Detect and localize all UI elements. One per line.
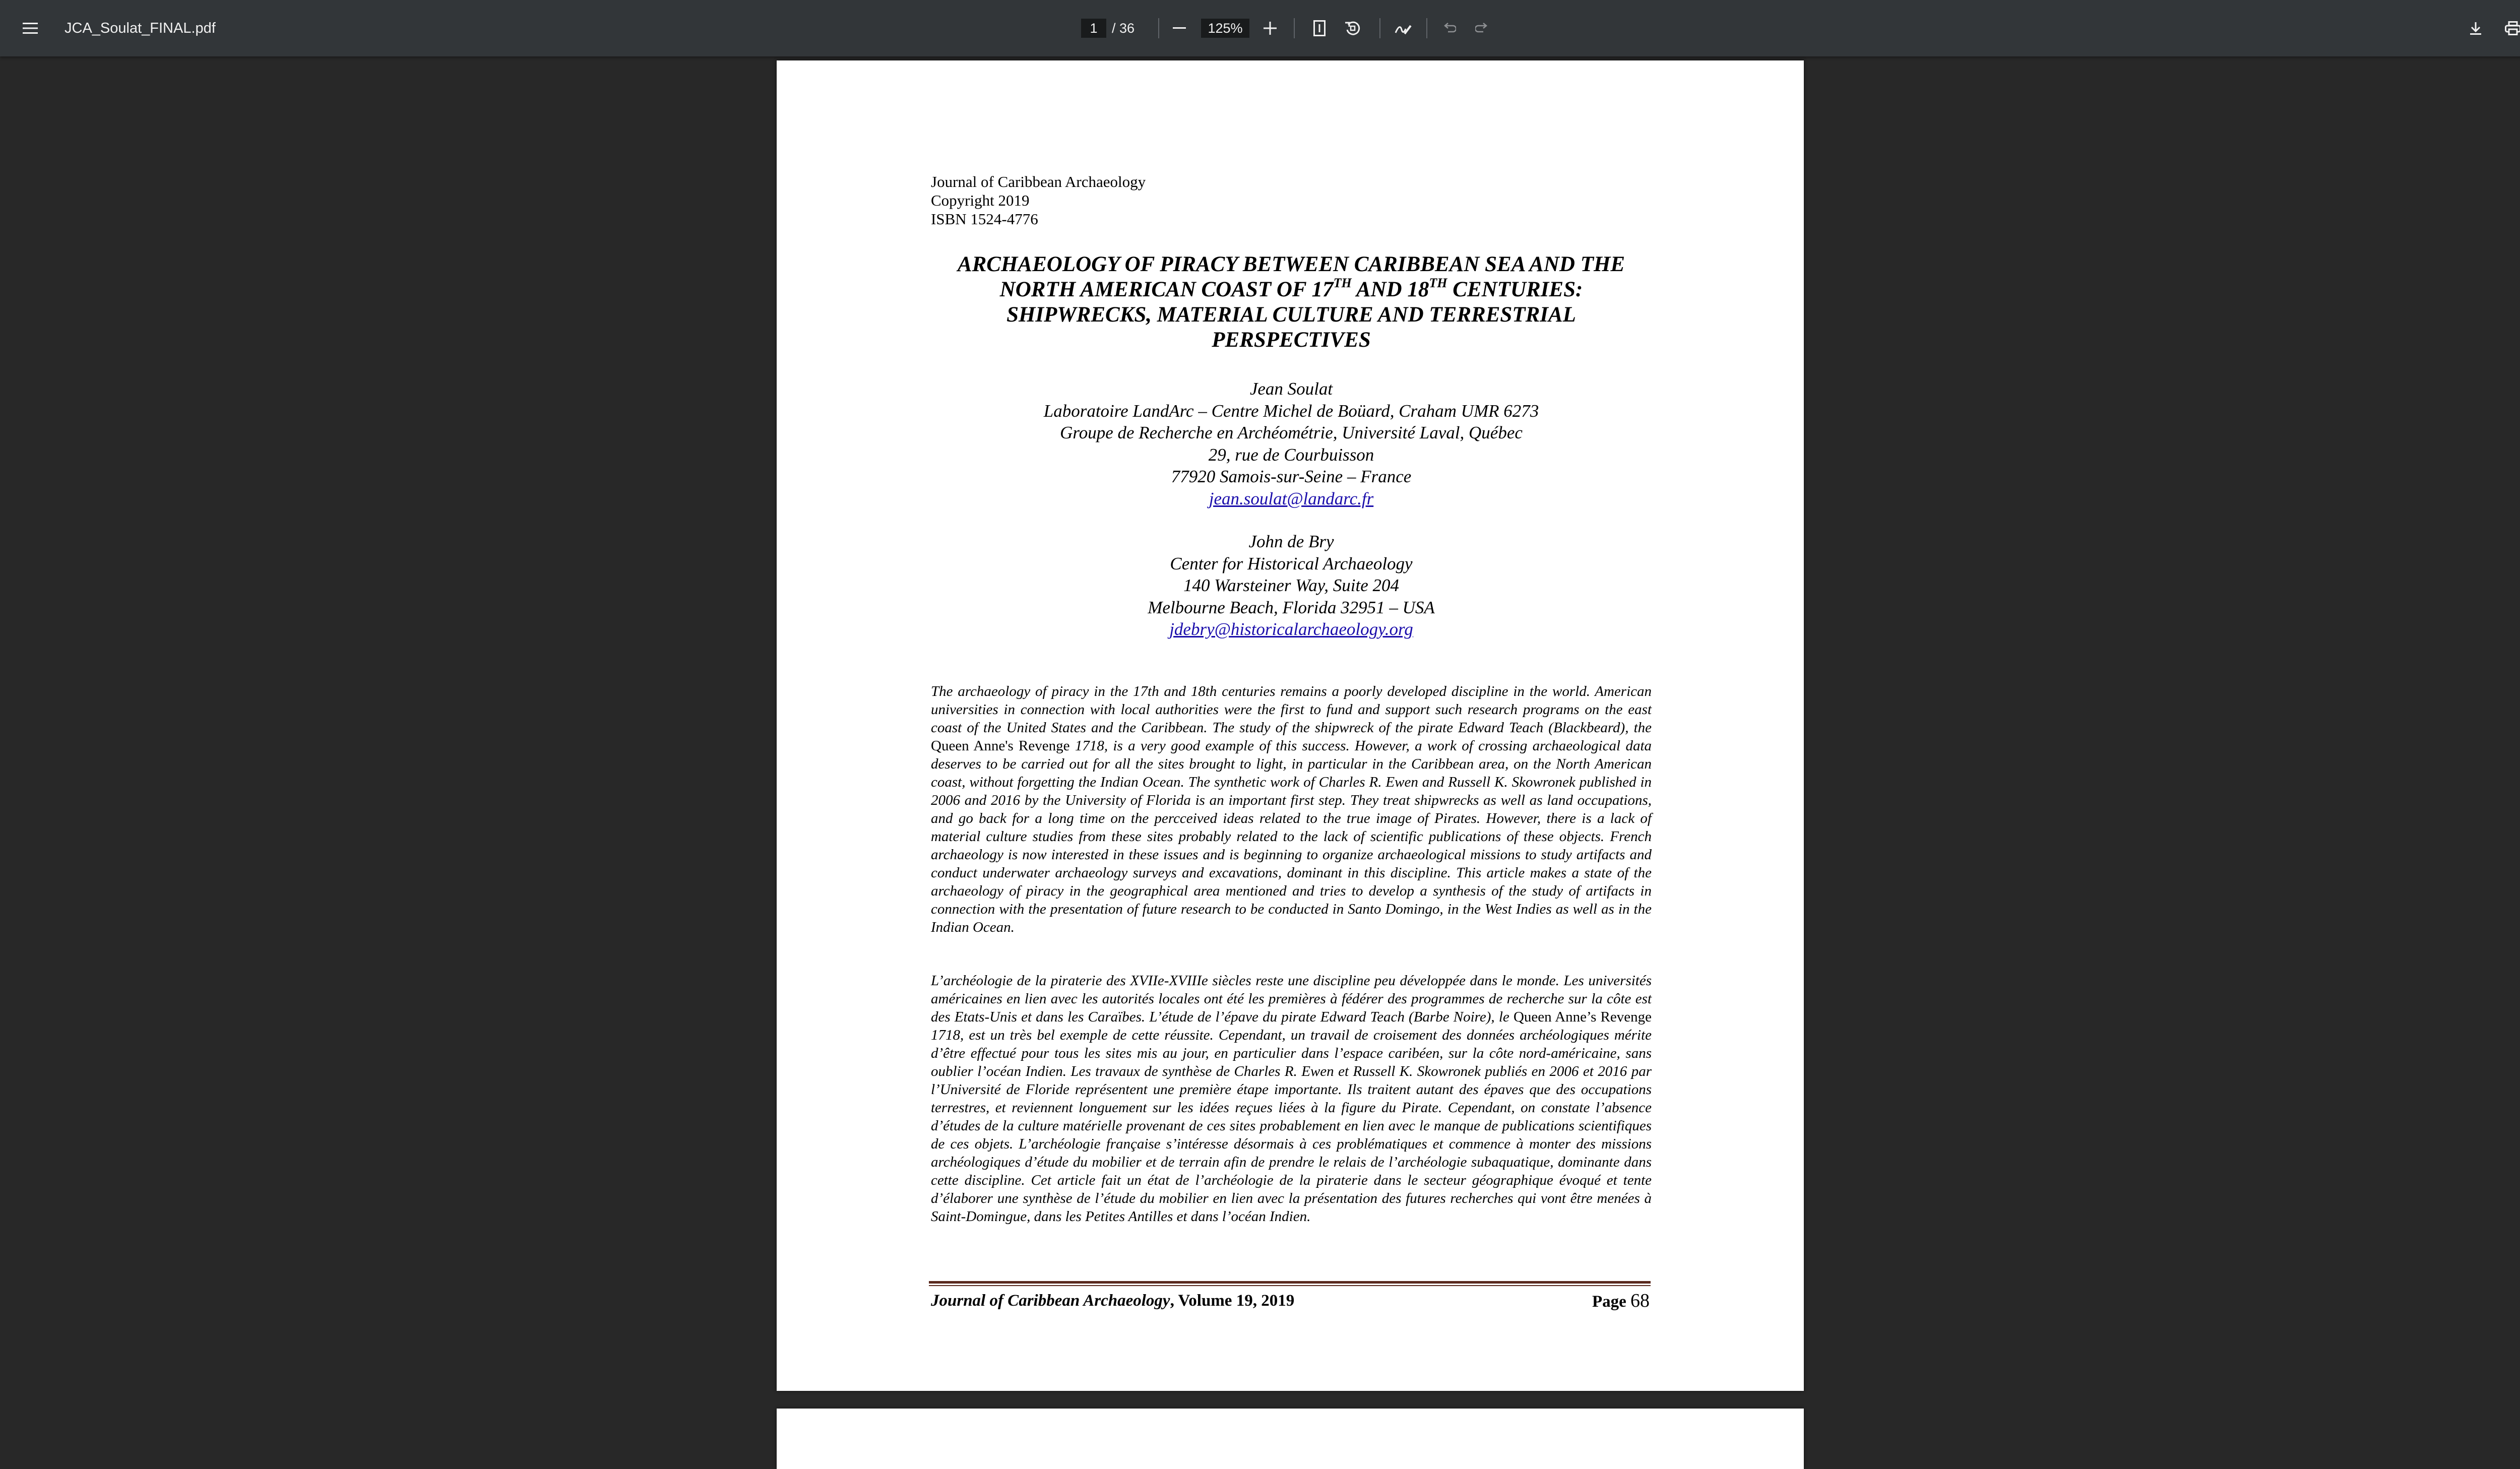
- title-line: [931, 277, 1652, 302]
- author-street: 29, rue de Courbuisson: [931, 444, 1652, 466]
- abstract-text: The archaeology of piracy in the 17th and 18th centuries remains a poorly developed discipline in the world. American universities in connection with local authorities were the first to fund and support such research programs on the east coast of the United States and the Caribbean. The study of the shipwreck of the pirate Edward Teach (Blackbeard), the: [931, 683, 1652, 736]
- copyright-line: Copyright 2019: [931, 191, 1146, 210]
- journal-header: [931, 172, 1146, 228]
- zoom-in-icon[interactable]: [1260, 18, 1280, 38]
- fit-page-icon[interactable]: [1309, 17, 1330, 39]
- page-total: / 36: [1112, 0, 1135, 56]
- ship-name: Queen Anne's Revenge: [931, 738, 1070, 754]
- footer-rule: [929, 1285, 1651, 1286]
- download-icon[interactable]: [2466, 18, 2486, 38]
- toolbar-separator: [1158, 18, 1159, 38]
- page-number-input[interactable]: [1081, 19, 1106, 38]
- zoom-level-input[interactable]: [1201, 19, 1249, 38]
- abstract-text: L’archéologie de la piraterie des XVIIe-XVIIIe siècles reste une discipline peu développée dans le monde. Les universités américaines en lien avec les autorités locales ont été les premières à fédérer des programmes de recherche sur la côte est des Etats-Unis et dans les Caraïbes. L’étude de l’épave du pirate Edward Teach (Barbe Noire), le: [931, 973, 1652, 1025]
- author-city: 77920 Samois-sur-Seine – France: [931, 466, 1652, 488]
- zoom-out-icon[interactable]: [1169, 18, 1189, 38]
- print-icon[interactable]: [2502, 18, 2520, 38]
- title-line: ARCHAEOLOGY OF PIRACY BETWEEN CARIBBEAN SEA AND THE: [931, 252, 1652, 277]
- ship-name: Queen Anne’s Revenge: [1514, 1009, 1652, 1025]
- pdf-toolbar: [0, 0, 2520, 56]
- abstract-french: [931, 972, 1652, 1226]
- article-title: [931, 252, 1652, 353]
- title-line: PERSPECTIVES: [931, 328, 1652, 353]
- toolbar-separator: [1294, 18, 1295, 38]
- pdf-page-2: [777, 1409, 1804, 1469]
- footer-rule: [929, 1281, 1651, 1284]
- author-name: John de Bry: [931, 531, 1652, 553]
- abstract-english: [931, 682, 1652, 936]
- superscript: TH: [1429, 276, 1447, 290]
- hamburger-menu-icon[interactable]: [20, 18, 40, 38]
- author-affiliation: Center for Historical Archaeology: [931, 553, 1652, 575]
- abstract-text: 1718, est un très bel exemple de cette réussite. Cependant, un travail de croisement des données archéologiques mérite d’être effectué pour tous les sites mis au jour, en particulier dans l’espace caribéen, sur la côte nord-américaine, sans oublier l’océan Indien. Les travaux de synthèse de Charles R. Ewen et Russell K. Skowronek publiés en 2006 et 2016 par l’Université de Floride représentent une première étape importante. Ils traitent autant des épaves que des occupations terrestres, et reviennent longuement sur les idées reçues liées à la figure du Pirate. Cependant, on constate l’absence d’études de la culture matérielle provenant de ces sites probablement en lien avec le manque de publications scientifiques de ces objets. L’archéologie française s’intéresse désormais à ces problématiques et commence à monter des missions archéologiques d’étude du mobilier et de terrain afin de prendre le relais de l’archéologie subaquatique, dominante dans cette discipline. Cet article fait un état de l’archéologie de la piraterie dans le secteur géographique évoqué et tente d’élaborer une synthèse de l’étude du mobilier en lien avec la présentation des futures recherches qui vont être menées à Saint-Domingue, dans les Petites Antilles et dans l’océan Indien.: [931, 1027, 1652, 1225]
- journal-name: Journal of Caribbean Archaeology: [931, 172, 1146, 191]
- isbn-line: ISBN 1524-4776: [931, 210, 1146, 228]
- title-text: AND 18: [1352, 278, 1429, 301]
- toolbar-separator: [1379, 18, 1380, 38]
- abstract-text: 1718, is a very good example of this success. However, a work of crossing archaeological data deserves to be carried out for all the sites brought to light, in particular in the Caribbean area, on the North American coast, without forgetting the Indian Ocean. The synthetic work of Charles R. Ewen and Russell K. Skowronek published in 2006 and 2016 by the University of Florida is an important first step. They treat shipwrecks as well as land occupations, and go back for a long time on the percceived ideas related to the true image of Pirates. However, there is a lack of material culture studies from these sites probably related to the lack of scientific publications of these objects. French archaeology is now interested in these issues and is beginning to organize archaeological missions to study artifacts and conduct underwater archaeology surveys and excavations, dominant in this discipline. This article makes a state of the archaeology of piracy in the geographical area mentioned and tries to develop a synthesis of the study of artifacts in connection with the presentation of future research to be conducted in Santo Domingo, in the West Indies as well as in the Indian Ocean.: [931, 738, 1652, 935]
- page-label: Page: [1592, 1293, 1630, 1311]
- title-text: CENTURIES:: [1447, 278, 1583, 301]
- superscript: TH: [1334, 276, 1352, 290]
- page-number: 68: [1630, 1290, 1650, 1311]
- redo-icon[interactable]: [1472, 18, 1492, 38]
- footer-volume: , Volume 19, 2019: [1170, 1292, 1295, 1310]
- undo-icon[interactable]: [1439, 18, 1460, 38]
- pdf-page-1: [777, 60, 1804, 1391]
- author-block-1: [931, 378, 1652, 509]
- author-email-link[interactable]: jean.soulat@landarc.fr: [1209, 489, 1373, 508]
- rotate-icon[interactable]: [1342, 17, 1364, 39]
- footer-page-number: [1592, 1291, 1650, 1312]
- author-affiliation: Laboratoire LandArc – Centre Michel de Boüard, Craham UMR 6273: [931, 400, 1652, 422]
- author-city: Melbourne Beach, Florida 32951 – USA: [931, 597, 1652, 619]
- author-block-2: [931, 531, 1652, 641]
- author-email-link[interactable]: jdebry@historicalarchaeology.org: [1169, 619, 1413, 639]
- toolbar-separator: [1426, 18, 1427, 38]
- document-title: JCA_Soulat_FINAL.pdf: [65, 0, 216, 56]
- footer-journal: Journal of Caribbean Archaeology: [931, 1292, 1170, 1310]
- footer-citation: [931, 1291, 1294, 1311]
- annotate-icon[interactable]: [1392, 18, 1414, 38]
- title-text: NORTH AMERICAN COAST OF 17: [1000, 278, 1334, 301]
- title-line: SHIPWRECKS, MATERIAL CULTURE AND TERRESTRIAL: [931, 302, 1652, 328]
- author-street: 140 Warsteiner Way, Suite 204: [931, 574, 1652, 597]
- author-name: Jean Soulat: [931, 378, 1652, 400]
- author-affiliation: Groupe de Recherche en Archéométrie, Université Laval, Québec: [931, 422, 1652, 444]
